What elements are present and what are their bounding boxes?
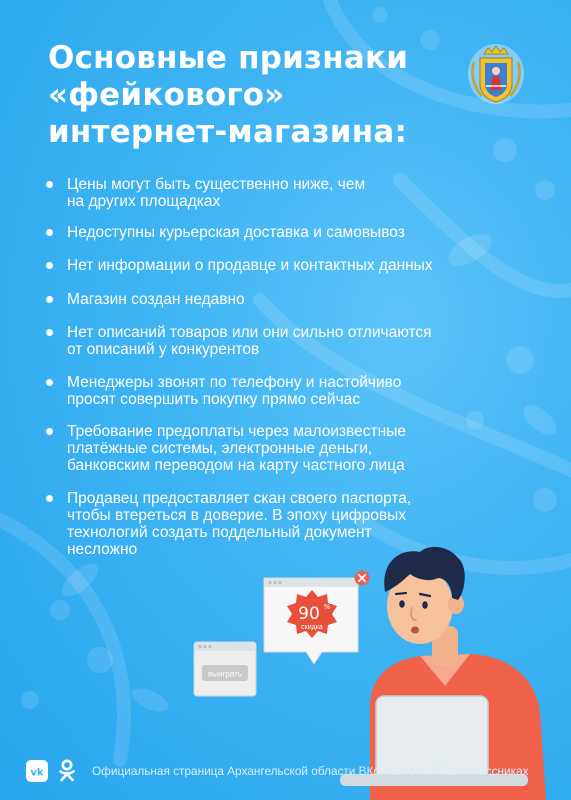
list-item-line: Продавец предоставляет скан своего паспорта, <box>67 490 412 507</box>
vk-icon[interactable] <box>26 760 48 782</box>
list-item-line: на других площадках <box>67 193 221 210</box>
list-item-line: Нет описаний товаров или они сильно отличаются <box>67 324 432 341</box>
list-item-line: Менеджеры звонят по телефону и настойчиво <box>67 374 402 391</box>
list-item-line: Нет информации о продавце и контактных данных <box>67 257 433 274</box>
list-item-line: Требование предоплаты через малоизвестные <box>67 423 406 440</box>
discount-percent: % <box>323 603 331 611</box>
list-item-line: от описаний у конкурентов <box>67 341 260 358</box>
footer <box>26 758 529 784</box>
popup-small <box>194 642 256 696</box>
list-item-line: банковским переводом на карту частного лица <box>67 457 405 474</box>
title-line: Основные признаки <box>48 40 409 76</box>
popup-discount <box>264 571 370 665</box>
discount-label: скидка <box>301 624 323 631</box>
footer-text: Официальная страница Архангельской области ВКонтакте и в Одноклассниках <box>92 764 529 778</box>
list-item-line: Цены могут быть существенно ниже, чем <box>67 176 366 193</box>
title-line: интернет-магазина: <box>48 114 408 150</box>
svg-text:vk: vk <box>30 767 44 779</box>
list-item-line: несложно <box>67 541 138 558</box>
list-item-line: просят совершить покупку прямо сейчас <box>67 391 361 408</box>
list-item-line: Недоступны курьерская доставка и самовывоз <box>67 224 405 241</box>
popup-button-label: выиграть <box>208 669 242 679</box>
list-item-line: технологий создать поддельный документ <box>67 524 372 541</box>
discount-value: 90 <box>298 604 320 624</box>
list-item-line: Магазин создан недавно <box>67 291 245 308</box>
list-item-line: чтобы втереться в доверие. В эпоху цифровых <box>67 507 406 524</box>
list-item-line: платёжные системы, электронные деньги, <box>67 440 373 457</box>
title-line: «фейкового» <box>48 77 285 113</box>
odnoklassniki-icon[interactable] <box>56 760 78 782</box>
